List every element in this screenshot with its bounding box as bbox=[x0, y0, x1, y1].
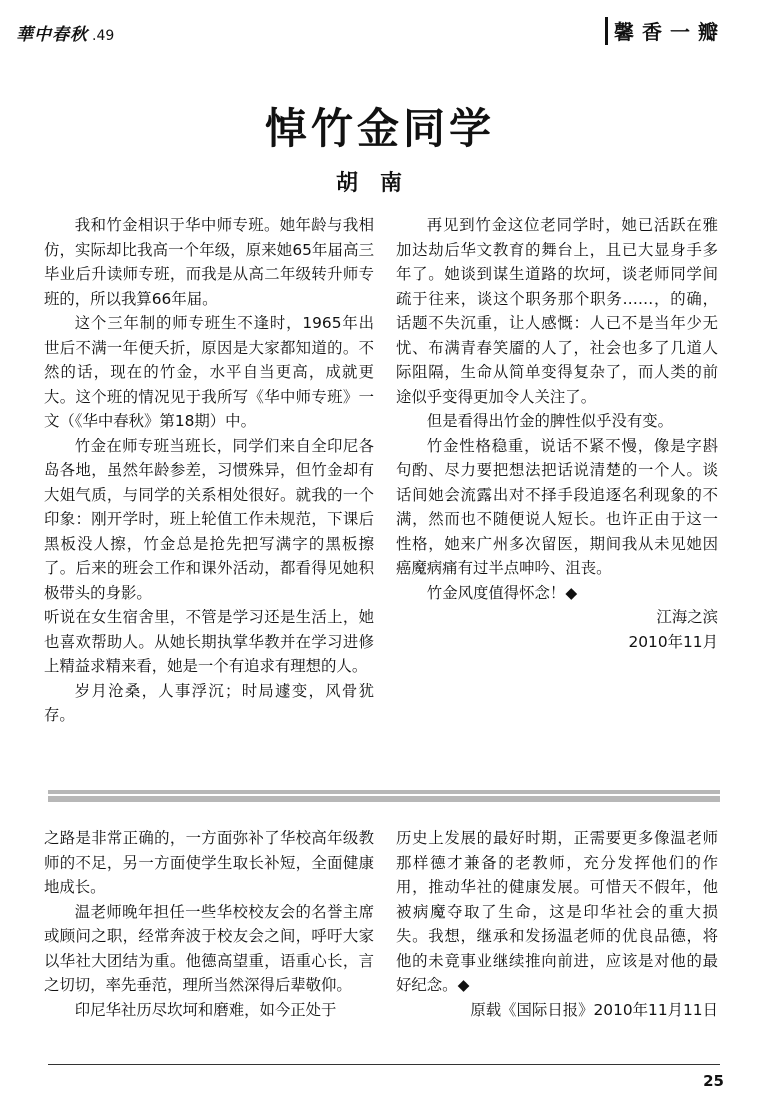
section-divider bbox=[48, 790, 720, 802]
paragraph: 历史上发展的最好时期，正需要更多像温老师那样德才兼备的老教师，充分发挥他们的作用，推动华社的健康发展。可惜天不假年，他被病魔夺取了生命，这是印华社会的重大损失。我想，继承和发扬温老师的优良品德，将他的未竟事业继续推向前进，应该是对他的最好纪念。◆ bbox=[396, 829, 718, 994]
section-tag-bar bbox=[605, 17, 608, 45]
page-number: 25 bbox=[703, 1072, 724, 1090]
paragraph: 印尼华社历尽坎坷和磨难，如今正处于 bbox=[74, 1000, 337, 1019]
paragraph: 我和竹金相识于华中师专班。她年龄与我相仿，实际却比我高一个年级，原来她65年届高三毕业后升读师专班，而我是从高二年级转升师专班的，所以我算66年届。 bbox=[44, 216, 374, 308]
paragraph: 但是看得出竹金的脾性似乎没有变。 bbox=[426, 412, 674, 430]
paragraph: 温老师晚年担任一些华校校友会的名誉主席或顾问之职，经常奔波于校友会之间，呼吁大家以华社大团结为重。他德高望重，语重心长，言之切切，率先垂范，理所当然深得后辈敬仰。 bbox=[44, 902, 374, 994]
article-column-left bbox=[44, 213, 374, 728]
issue-number: .49 bbox=[92, 28, 115, 44]
signature-place: 江海之滨 bbox=[656, 608, 718, 626]
continued-column-right bbox=[396, 826, 718, 1022]
paragraph: 再见到竹金这位老同学时，她已活跃在雅加达劫后华文教育的舞台上，且已大显身手多年了。她谈到谋生道路的坎坷，谈老师同学间疏于往来，谈这个职务那个职务……，的确，话题不失沉重，让人感慨：人已不是当年少无忧、布满青春笑靥的人了，社会也多了几道人际阻隔，生命从简单变得复杂了，而人类的前途似乎变得更加令人关注了。 bbox=[396, 216, 718, 406]
paragraph: 岁月沧桑，人事浮沉；时局遽变，风骨犹存。 bbox=[44, 681, 374, 724]
source-note: 原载《国际日报》2010年11月11日 bbox=[470, 1000, 718, 1019]
masthead bbox=[16, 20, 114, 45]
section-title: 馨香一瓣 bbox=[614, 20, 726, 44]
article-author: 胡南 bbox=[335, 170, 424, 196]
paragraph: 听说在女生宿舍里，不管是学习还是生活上，她也喜欢帮助人。从她长期执掌华教并在学习进修上精益求精来看，她是一个有追求有理想的人。 bbox=[44, 608, 374, 675]
footer-rule bbox=[48, 1064, 720, 1065]
continued-column-left bbox=[44, 826, 374, 1022]
signature-date: 2010年11月 bbox=[628, 632, 718, 651]
article-title: 悼竹金同学 bbox=[264, 104, 495, 153]
magazine-logo: 華中春秋 bbox=[16, 25, 88, 45]
paragraph: 竹金风度值得怀念！◆ bbox=[426, 583, 578, 602]
article-column-right bbox=[396, 213, 718, 654]
section-tag bbox=[605, 16, 726, 45]
paragraph: 这个三年制的师专班生不逢时，1965年出世后不满一年便夭折，原因是大家都知道的。不然的话，现在的竹金，水平自当更高，成就更大。这个班的情况见于我所写《华中师专班》一文（《华中春秋》第18期）中。 bbox=[44, 314, 374, 430]
paragraph: 竹金性格稳重，说话不紧不慢，像是字斟句酌、尽力要把想法把话说清楚的一个人。谈话间她会流露出对不择手段追逐名利现象的不满，然而也不随便说人短长。也许正由于这一性格，她来广州多次留医，期间我从未见她因癌魔病痛有过半点呻吟、沮丧。 bbox=[396, 436, 718, 577]
paragraph: 竹金在师专班当班长，同学们来自全印尼各岛各地，虽然年龄参差，习惯殊异，但竹金却有大姐气质，与同学的关系相处很好。就我的一个印象：刚开学时，班上轮值工作未规范，下课后黑板没人擦，竹金总是抢先把写满字的黑板擦了。后来的班会工作和课外活动，都看得见她积极带头的身影。 bbox=[44, 436, 374, 602]
paragraph: 之路是非常正确的，一方面弥补了华校高年级教师的不足，另一方面使学生取长补短，全面健康地成长。 bbox=[44, 829, 374, 896]
